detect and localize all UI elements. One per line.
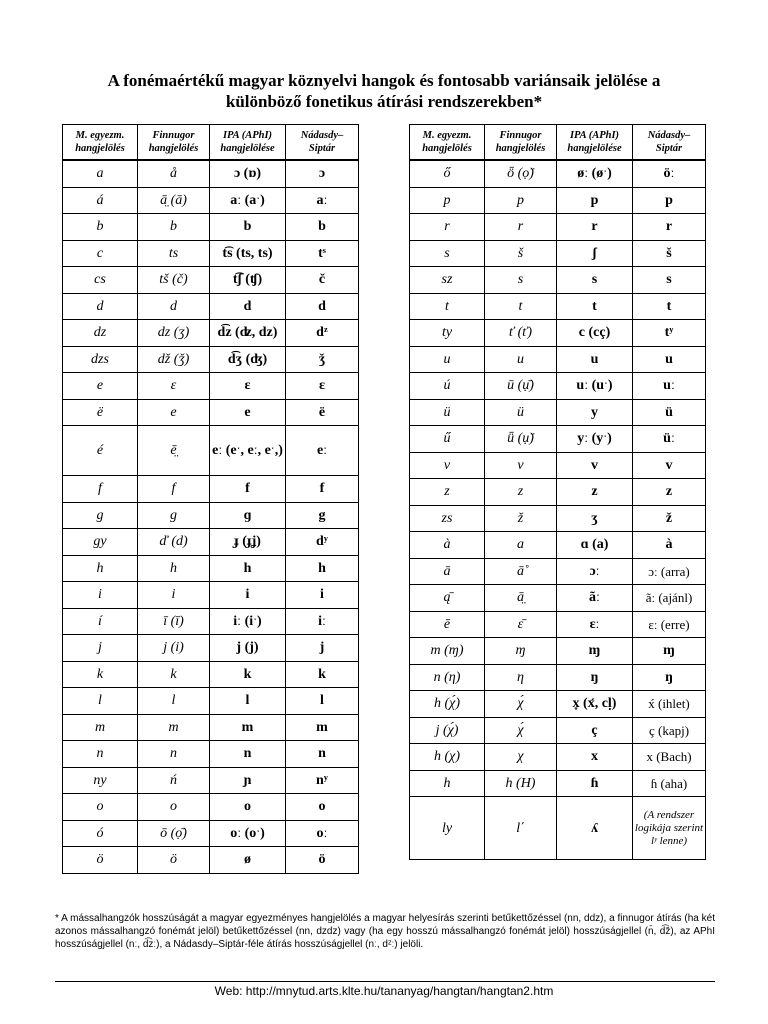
cell-finno-ugric: ā̤	[485, 585, 557, 612]
cell-finno-ugric: p	[485, 187, 557, 214]
header-line: Nádasdy–	[647, 130, 691, 141]
header-line: M. egyezm.	[75, 130, 125, 141]
cell-ipa: x	[557, 744, 633, 771]
table-row	[410, 240, 706, 267]
cell-nadasdy-siptar: iː	[286, 608, 359, 635]
table-row	[410, 691, 706, 718]
cell-finno-ugric: ń	[138, 767, 210, 794]
cell-ipa: ɱ	[557, 638, 633, 665]
table-row	[63, 847, 359, 874]
cell-finno-ugric: ū (ụ̄)	[485, 373, 557, 400]
table-row	[410, 373, 706, 400]
table-row	[63, 582, 359, 609]
header-line: M. egyezm.	[422, 130, 472, 141]
table-row	[63, 267, 359, 294]
cell-ipa: aː (aˑ)	[210, 187, 286, 214]
header-line: hangjelölés	[148, 143, 199, 154]
transcription-table-right	[409, 124, 706, 860]
cell-nadasdy-siptar: eː	[286, 426, 359, 476]
cell-nadasdy-siptar: u	[633, 346, 706, 373]
cell-nadasdy-siptar: ç (kapj)	[633, 717, 706, 744]
cell-nadasdy-siptar: ö	[286, 847, 359, 874]
header-line: hangjelölés	[75, 143, 125, 154]
table-row	[410, 770, 706, 797]
cell-hungarian: g	[63, 502, 138, 529]
cell-nadasdy-siptar: f	[286, 476, 359, 503]
table-row	[63, 476, 359, 503]
table-row	[63, 240, 359, 267]
table-row	[410, 214, 706, 241]
table-row	[410, 664, 706, 691]
cell-nadasdy-siptar: ë	[286, 399, 359, 426]
table-row	[63, 661, 359, 688]
cell-hungarian: sz	[410, 267, 485, 294]
cell-ipa: øː (øˑ)	[557, 160, 633, 187]
cell-finno-ugric: j (i)	[138, 635, 210, 662]
cell-nadasdy-siptar: n	[286, 741, 359, 768]
cell-ipa: i	[210, 582, 286, 609]
cell-ipa: uː (uˑ)	[557, 373, 633, 400]
table-row	[63, 820, 359, 847]
cell-finno-ugric: ē̤	[138, 426, 210, 476]
table-row	[410, 585, 706, 612]
cell-hungarian: c	[63, 240, 138, 267]
page-title-line-1: A fonémaértékű magyar köznyelvi hangok és fontosabb variánsaik jelölése a	[107, 71, 661, 90]
cell-finno-ugric: v	[485, 452, 557, 479]
table-row	[410, 611, 706, 638]
page-title	[0, 70, 768, 112]
cell-ipa: ʎ	[557, 797, 633, 860]
cell-hungarian: ú	[410, 373, 485, 400]
cell-finno-ugric: š	[485, 240, 557, 267]
header-line: Nádasdy–	[300, 130, 344, 141]
cell-hungarian: s	[410, 240, 485, 267]
cell-hungarian: u	[410, 346, 485, 373]
cell-nadasdy-siptar: h	[286, 555, 359, 582]
cell-hungarian: v	[410, 452, 485, 479]
table-row	[63, 688, 359, 715]
table-row	[63, 426, 359, 476]
cell-finno-ugric: z	[485, 479, 557, 506]
table-row	[63, 714, 359, 741]
cell-finno-ugric: ts	[138, 240, 210, 267]
cell-hungarian: ē	[410, 611, 485, 638]
cell-hungarian: h (χ́)	[410, 691, 485, 718]
cell-ipa: ãː	[557, 585, 633, 612]
cell-nadasdy-siptar: aː	[286, 187, 359, 214]
header-line: hangjelölés	[495, 143, 546, 154]
cell-hungarian: à	[410, 532, 485, 559]
header-hungarian	[410, 125, 485, 161]
cell-hungarian: ā	[410, 558, 485, 585]
cell-nadasdy-siptar: (A rendszer logikája szerint lʸ lenne)	[633, 797, 706, 860]
table-row	[63, 529, 359, 556]
cell-hungarian: n	[63, 741, 138, 768]
cell-ipa: y	[557, 399, 633, 426]
cell-ipa: ɦ	[557, 770, 633, 797]
cell-ipa: ŋ	[557, 664, 633, 691]
cell-finno-ugric: d	[138, 293, 210, 320]
cell-hungarian: ü	[410, 399, 485, 426]
cell-hungarian: cs	[63, 267, 138, 294]
cell-hungarian: é	[63, 426, 138, 476]
cell-hungarian: gy	[63, 529, 138, 556]
cell-ipa: p	[557, 187, 633, 214]
cell-ipa: ɛː	[557, 611, 633, 638]
cell-nadasdy-siptar: ɔ	[286, 160, 359, 187]
cell-nadasdy-siptar: v	[633, 452, 706, 479]
cell-ipa: d	[210, 293, 286, 320]
cell-nadasdy-siptar: l	[286, 688, 359, 715]
cell-hungarian: n (η)	[410, 664, 485, 691]
cell-nadasdy-siptar: ǯ	[286, 346, 359, 373]
cell-nadasdy-siptar: k	[286, 661, 359, 688]
cell-nadasdy-siptar: ü	[633, 399, 706, 426]
cell-finno-ugric: dz (ʒ)	[138, 320, 210, 347]
header-line: hangjelölése	[220, 143, 275, 154]
cell-hungarian: á	[63, 187, 138, 214]
header-finno-ugric	[138, 125, 210, 161]
cell-nadasdy-siptar: ɛː (erre)	[633, 611, 706, 638]
cell-finno-ugric: l	[138, 688, 210, 715]
cell-finno-ugric: å	[138, 160, 210, 187]
header-line: hangjelölése	[567, 143, 622, 154]
cell-ipa: t͡ʃ (ʧ)	[210, 267, 286, 294]
cell-nadasdy-siptar: oː	[286, 820, 359, 847]
table-row	[410, 293, 706, 320]
header-finno-ugric	[485, 125, 557, 161]
cell-ipa: c (cç)	[557, 320, 633, 347]
header-line: IPA (APhI)	[222, 130, 273, 141]
cell-ipa: ø	[210, 847, 286, 874]
cell-ipa: ɑ (a)	[557, 532, 633, 559]
table-row	[63, 608, 359, 635]
cell-finno-ugric: dž (ǯ)	[138, 346, 210, 373]
cell-finno-ugric: h	[138, 555, 210, 582]
cell-ipa: t	[557, 293, 633, 320]
table-header	[63, 125, 359, 161]
cell-hungarian: h	[63, 555, 138, 582]
table-row	[63, 293, 359, 320]
cell-finno-ugric: ǖ (ụ̈)	[485, 426, 557, 453]
cell-ipa: z	[557, 479, 633, 506]
cell-finno-ugric: ā̊	[485, 558, 557, 585]
cell-hungarian: ö	[63, 847, 138, 874]
cell-finno-ugric: n	[138, 741, 210, 768]
cell-finno-ugric: η	[485, 664, 557, 691]
cell-nadasdy-siptar: x (Bach)	[633, 744, 706, 771]
cell-nadasdy-siptar: nʸ	[286, 767, 359, 794]
cell-finno-ugric: b	[138, 214, 210, 241]
cell-nadasdy-siptar: t	[633, 293, 706, 320]
cell-finno-ugric: ō (ọ̄)	[138, 820, 210, 847]
cell-nadasdy-siptar: ɔː (arra)	[633, 558, 706, 585]
cell-nadasdy-siptar: ŋ	[633, 664, 706, 691]
table-row	[410, 267, 706, 294]
cell-ipa: v	[557, 452, 633, 479]
cell-finno-ugric: χ	[485, 744, 557, 771]
cell-nadasdy-siptar: üː	[633, 426, 706, 453]
cell-ipa: oː (oˑ)	[210, 820, 286, 847]
cell-finno-ugric: o	[138, 794, 210, 821]
cell-ipa: ʃ	[557, 240, 633, 267]
cell-finno-ugric: ā̤ (ā)	[138, 187, 210, 214]
header-line: Siptár	[655, 143, 683, 154]
cell-hungarian: e	[63, 373, 138, 400]
cell-ipa: ʒ	[557, 505, 633, 532]
cell-finno-ugric: ž	[485, 505, 557, 532]
source-url: Web: http://mnytud.arts.klte.hu/tananyag/hangtan/hangtan2.htm	[214, 984, 554, 998]
cell-ipa: iː (iˑ)	[210, 608, 286, 635]
cell-hungarian: o	[63, 794, 138, 821]
cell-ipa: h	[210, 555, 286, 582]
cell-finno-ugric: ď (d)	[138, 529, 210, 556]
table-row	[410, 638, 706, 665]
cell-finno-ugric: e	[138, 399, 210, 426]
cell-ipa: o	[210, 794, 286, 821]
cell-hungarian: z	[410, 479, 485, 506]
table-row	[63, 187, 359, 214]
table-row	[410, 744, 706, 771]
cell-nadasdy-siptar: uː	[633, 373, 706, 400]
cell-nadasdy-siptar: à	[633, 532, 706, 559]
table-row	[63, 794, 359, 821]
cell-ipa: ɔ (ɒ)	[210, 160, 286, 187]
cell-finno-ugric: ɛ̄	[485, 611, 557, 638]
cell-finno-ugric: r	[485, 214, 557, 241]
table-row	[63, 741, 359, 768]
cell-hungarian: ő	[410, 160, 485, 187]
cell-hungarian: dz	[63, 320, 138, 347]
table-row	[63, 214, 359, 241]
cell-finno-ugric: s	[485, 267, 557, 294]
table-row	[410, 187, 706, 214]
page-title-line-2: különböző fonetikus átírási rendszerekben*	[225, 92, 543, 111]
cell-finno-ugric: χ́	[485, 691, 557, 718]
table-row	[410, 399, 706, 426]
cell-finno-ugric: ť (ť)	[485, 320, 557, 347]
table-row	[63, 767, 359, 794]
cell-finno-ugric: h (H)	[485, 770, 557, 797]
cell-finno-ugric: l΄	[485, 797, 557, 860]
table-row	[410, 160, 706, 187]
cell-nadasdy-siptar: g	[286, 502, 359, 529]
cell-hungarian: l	[63, 688, 138, 715]
cell-finno-ugric: tš (č)	[138, 267, 210, 294]
table-row	[63, 346, 359, 373]
cell-hungarian: j	[63, 635, 138, 662]
cell-nadasdy-siptar: d	[286, 293, 359, 320]
cell-ipa: n	[210, 741, 286, 768]
table-row	[410, 505, 706, 532]
cell-nadasdy-siptar: š	[633, 240, 706, 267]
cell-hungarian: f	[63, 476, 138, 503]
cell-ipa: ɟ (ɟʝ)	[210, 529, 286, 556]
cell-ipa: ɛ	[210, 373, 286, 400]
table-row	[410, 558, 706, 585]
cell-ipa: r	[557, 214, 633, 241]
cell-finno-ugric: ü	[485, 399, 557, 426]
table-row	[63, 320, 359, 347]
header-line: hangjelölés	[422, 143, 472, 154]
header-ipa	[557, 125, 633, 161]
cell-finno-ugric: ȫ (ọ̈)	[485, 160, 557, 187]
cell-nadasdy-siptar: p	[633, 187, 706, 214]
transcription-table-left	[62, 124, 359, 874]
table-row	[410, 452, 706, 479]
cell-ipa: x̞ (x́, cḷ)	[557, 691, 633, 718]
cell-nadasdy-siptar: s	[633, 267, 706, 294]
cell-nadasdy-siptar: dʸ	[286, 529, 359, 556]
cell-finno-ugric: i	[138, 582, 210, 609]
cell-nadasdy-siptar: tˢ	[286, 240, 359, 267]
cell-hungarian: m (ɱ)	[410, 638, 485, 665]
cell-ipa: ç	[557, 717, 633, 744]
cell-finno-ugric: ɛ	[138, 373, 210, 400]
table-row	[410, 426, 706, 453]
cell-nadasdy-siptar: ãː (ajánl)	[633, 585, 706, 612]
cell-finno-ugric: m	[138, 714, 210, 741]
cell-hungarian: i	[63, 582, 138, 609]
cell-hungarian: ly	[410, 797, 485, 860]
table-row	[63, 635, 359, 662]
cell-hungarian: ű	[410, 426, 485, 453]
cell-ipa: d͡z (ʣ, dz)	[210, 320, 286, 347]
cell-ipa: ɡ	[210, 502, 286, 529]
cell-hungarian: r	[410, 214, 485, 241]
cell-nadasdy-siptar: b	[286, 214, 359, 241]
table-row	[410, 797, 706, 860]
table-row	[63, 160, 359, 187]
cell-ipa: l	[210, 688, 286, 715]
cell-ipa: b	[210, 214, 286, 241]
cell-nadasdy-siptar: j	[286, 635, 359, 662]
cell-ipa: t͡s (ts, ts)	[210, 240, 286, 267]
cell-ipa: yː (yˑ)	[557, 426, 633, 453]
header-nadasdy-siptar	[286, 125, 359, 161]
cell-hungarian: dzs	[63, 346, 138, 373]
table-row	[63, 399, 359, 426]
cell-ipa: f	[210, 476, 286, 503]
table-row	[63, 555, 359, 582]
cell-ipa: ɔː	[557, 558, 633, 585]
cell-nadasdy-siptar: ɱ	[633, 638, 706, 665]
cell-ipa: j (j)	[210, 635, 286, 662]
footer-divider	[55, 981, 715, 982]
cell-finno-ugric: a	[485, 532, 557, 559]
cell-nadasdy-siptar: öː	[633, 160, 706, 187]
table-row	[410, 346, 706, 373]
cell-hungarian: p	[410, 187, 485, 214]
table-row	[410, 320, 706, 347]
header-ipa	[210, 125, 286, 161]
cell-ipa: e	[210, 399, 286, 426]
cell-nadasdy-siptar: dᶻ	[286, 320, 359, 347]
cell-nadasdy-siptar: i	[286, 582, 359, 609]
cell-hungarian: d	[63, 293, 138, 320]
cell-hungarian: ë	[63, 399, 138, 426]
cell-hungarian: ny	[63, 767, 138, 794]
cell-ipa: m	[210, 714, 286, 741]
cell-ipa: ɲ	[210, 767, 286, 794]
cell-hungarian: a	[63, 160, 138, 187]
footnote: * A mássalhangzók hosszúságát a magyar egyezményes hangjelölés a magyar helyesírás szerinti betűkettőzéssel (nn, ddz), a finnugor átírás (ha két azonos mássalhangzó fonémát jelöl) betűkettőzéssel (nn, dzdz) vagy (ha egy hosszú mássalhangzó fonémát jelöl) hosszúságjellel (n̄, d͡z̄), az APhI hosszúságjellel (nː, d͡zː), a Nádasdy–Siptár-féle átírás hosszúságjellel (nː, dᶻː) jelöli.	[55, 913, 715, 950]
cell-hungarian: ó	[63, 820, 138, 847]
cell-hungarian: zs	[410, 505, 485, 532]
table-row	[410, 532, 706, 559]
header-line: Finnugor	[152, 130, 195, 141]
cell-hungarian: h	[410, 770, 485, 797]
cell-nadasdy-siptar: ž	[633, 505, 706, 532]
cell-finno-ugric: g	[138, 502, 210, 529]
cell-finno-ugric: t	[485, 293, 557, 320]
header-hungarian	[63, 125, 138, 161]
table-row	[63, 502, 359, 529]
table-row	[410, 717, 706, 744]
header-line: IPA (APhI)	[569, 130, 620, 141]
header-line: Finnugor	[499, 130, 542, 141]
cell-ipa: eː (eˑ, eː, eˑ,)	[210, 426, 286, 476]
cell-finno-ugric: ɱ	[485, 638, 557, 665]
cell-finno-ugric: χ́	[485, 717, 557, 744]
cell-ipa: s	[557, 267, 633, 294]
table-header	[410, 125, 706, 161]
cell-nadasdy-siptar: tʸ	[633, 320, 706, 347]
cell-nadasdy-siptar: o	[286, 794, 359, 821]
cell-finno-ugric: ī (ī)	[138, 608, 210, 635]
cell-hungarian: í	[63, 608, 138, 635]
cell-finno-ugric: u	[485, 346, 557, 373]
cell-nadasdy-siptar: ɦ (aha)	[633, 770, 706, 797]
cell-hungarian: b	[63, 214, 138, 241]
cell-finno-ugric: k	[138, 661, 210, 688]
cell-ipa: d͡ʒ (ʤ)	[210, 346, 286, 373]
cell-nadasdy-siptar: m	[286, 714, 359, 741]
cell-ipa: u	[557, 346, 633, 373]
cell-hungarian: ą̄	[410, 585, 485, 612]
cell-hungarian: t	[410, 293, 485, 320]
cell-finno-ugric: f	[138, 476, 210, 503]
cell-hungarian: j (χ́)	[410, 717, 485, 744]
table-row	[63, 373, 359, 400]
cell-nadasdy-siptar: z	[633, 479, 706, 506]
cell-hungarian: h (χ)	[410, 744, 485, 771]
cell-ipa: k	[210, 661, 286, 688]
cell-finno-ugric: ö	[138, 847, 210, 874]
table-row	[410, 479, 706, 506]
cell-nadasdy-siptar: x́ (ihlet)	[633, 691, 706, 718]
cell-nadasdy-siptar: r	[633, 214, 706, 241]
cell-nadasdy-siptar: ɛ	[286, 373, 359, 400]
header-line: Siptár	[308, 143, 336, 154]
cell-hungarian: ty	[410, 320, 485, 347]
cell-hungarian: m	[63, 714, 138, 741]
cell-nadasdy-siptar: č	[286, 267, 359, 294]
header-nadasdy-siptar	[633, 125, 706, 161]
cell-hungarian: k	[63, 661, 138, 688]
